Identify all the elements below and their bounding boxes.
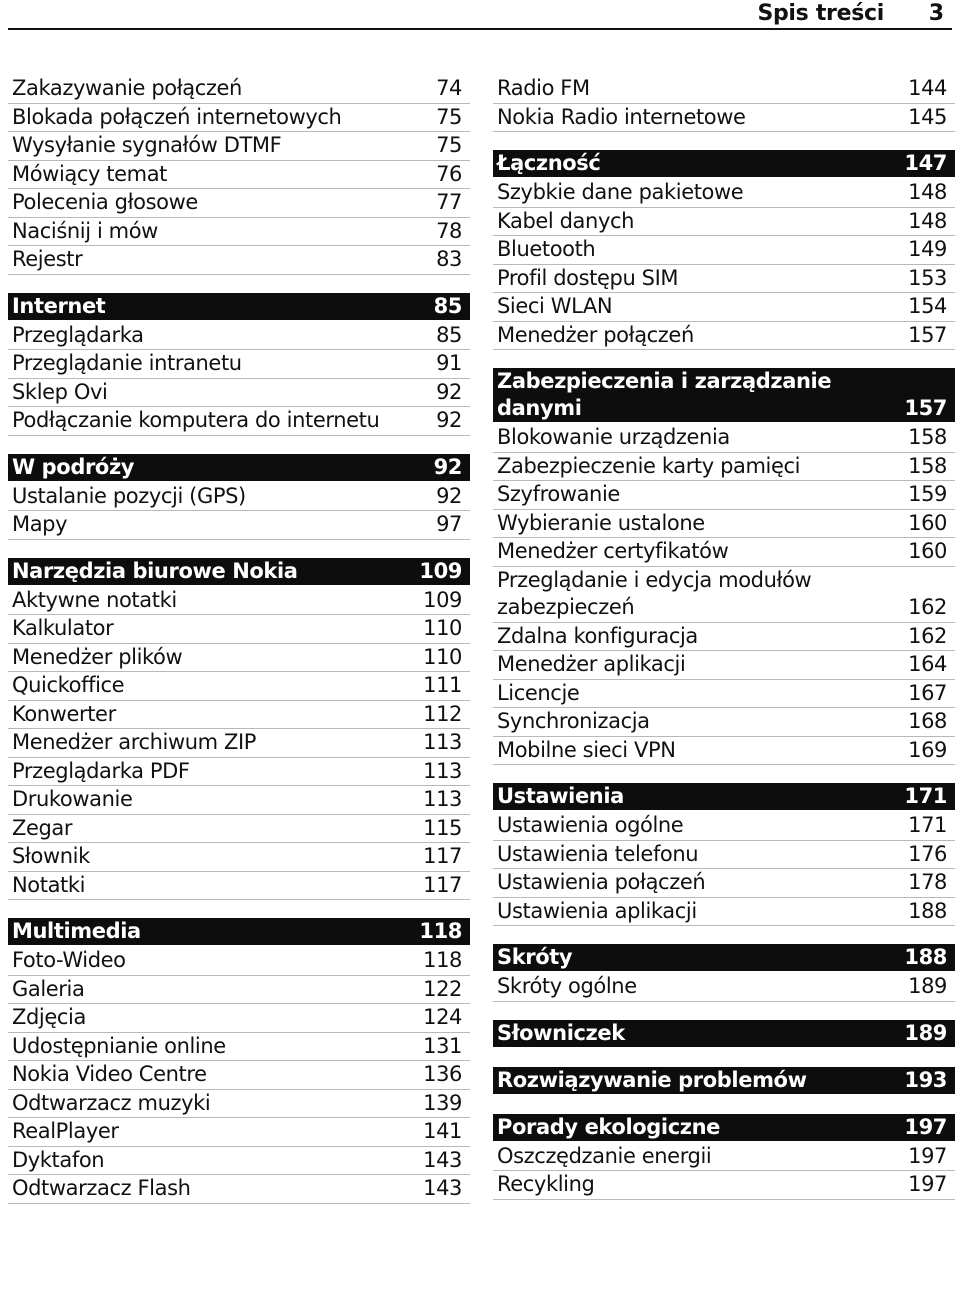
toc-entry-page-number: 160 bbox=[908, 510, 947, 535]
toc-entry[interactable] bbox=[8, 843, 470, 872]
toc-entry[interactable] bbox=[8, 672, 470, 701]
toc-entry[interactable] bbox=[493, 208, 955, 237]
toc-entry-page-number: 154 bbox=[908, 294, 947, 318]
section-heading[interactable] bbox=[493, 1067, 955, 1096]
section-heading-page-number: 189 bbox=[904, 1020, 947, 1045]
toc-entry-label: Wysyłanie sygnałów DTMF bbox=[12, 133, 282, 157]
toc-section bbox=[8, 918, 470, 1204]
toc-entry-label: Szybkie dane pakietowe bbox=[497, 180, 744, 204]
toc-entry-page-number: 143 bbox=[423, 1176, 462, 1200]
toc-entry-label: Menedżer plików bbox=[12, 644, 183, 669]
section-heading-page-number: 118 bbox=[419, 919, 462, 943]
toc-entry-label: Polecenia głosowe bbox=[12, 190, 198, 214]
toc-entry-page-number: 113 bbox=[423, 730, 462, 754]
toc-entry-label: Menedżer aplikacji bbox=[497, 652, 686, 676]
toc-entry-page-number: 158 bbox=[908, 425, 947, 449]
toc-entry-page-number: 117 bbox=[423, 844, 462, 868]
section-heading-label: Narzędzia biurowe Nokia bbox=[12, 558, 298, 583]
toc-entry-label: Synchronizacja bbox=[497, 709, 650, 733]
toc-entry-page-number: 197 bbox=[908, 1172, 947, 1196]
toc-entry-label: Aktywne notatki bbox=[12, 587, 177, 612]
toc-entry-page-number: 83 bbox=[436, 247, 462, 271]
section-heading-page-number: 157 bbox=[904, 396, 947, 420]
toc-section bbox=[493, 1067, 955, 1096]
toc-entry-page-number: 167 bbox=[908, 680, 947, 705]
toc-entry-label: Odtwarzacz Flash bbox=[12, 1176, 191, 1200]
toc-entry[interactable] bbox=[8, 1004, 470, 1033]
header-title: Spis treści bbox=[757, 1, 884, 26]
toc-entry-page-number: 113 bbox=[423, 787, 462, 811]
toc-entry-page-number: 136 bbox=[423, 1062, 462, 1086]
toc-entry-page-number: 109 bbox=[423, 587, 462, 612]
toc-entry-label: Przeglądanie intranetu bbox=[12, 351, 242, 375]
toc-entry-label: Mówiący temat bbox=[12, 161, 168, 186]
toc-section bbox=[493, 783, 955, 926]
toc-entry[interactable] bbox=[8, 511, 470, 540]
toc-entry[interactable] bbox=[8, 587, 470, 616]
toc-entry-page-number: 92 bbox=[436, 483, 462, 508]
toc-entry-label: Zakazywanie połączeń bbox=[12, 76, 242, 100]
toc-entry-label: Sklep Ovi bbox=[12, 379, 108, 404]
toc-entry-label: Ustalanie pozycji (GPS) bbox=[12, 483, 246, 508]
section-heading-label: W podróży bbox=[12, 454, 135, 479]
toc-entry-page-number: 97 bbox=[436, 512, 462, 536]
toc-entry[interactable] bbox=[8, 1175, 470, 1204]
toc-entry-page-number: 168 bbox=[908, 709, 947, 733]
section-heading[interactable] bbox=[8, 454, 470, 483]
toc-entry-label: Licencje bbox=[497, 680, 580, 705]
section-heading-page-number: 147 bbox=[904, 151, 947, 175]
toc-entry-label: Galeria bbox=[12, 976, 85, 1001]
toc-section bbox=[8, 293, 470, 436]
toc-entry-label: Szyfrowanie bbox=[497, 482, 620, 506]
toc-entry[interactable] bbox=[8, 75, 470, 104]
section-heading-label: Porady ekologiczne bbox=[497, 1114, 720, 1139]
toc-entry-page-number: 148 bbox=[908, 180, 947, 204]
toc-entry-label: Zabezpieczenie karty pamięci bbox=[497, 453, 801, 478]
toc-entry-page-number: 160 bbox=[908, 539, 947, 563]
toc-left-column bbox=[8, 75, 470, 1222]
toc-entry[interactable] bbox=[8, 701, 470, 730]
toc-entry-page-number: 117 bbox=[423, 872, 462, 897]
toc-entry-page-number: 176 bbox=[908, 841, 947, 866]
toc-entry-label: Zdjęcia bbox=[12, 1005, 86, 1029]
toc-entry[interactable] bbox=[8, 322, 470, 351]
toc-entry-label: Radio FM bbox=[497, 76, 590, 100]
toc-section bbox=[493, 150, 955, 350]
toc-entry[interactable] bbox=[8, 483, 470, 512]
toc-entry-label: Menedżer archiwum ZIP bbox=[12, 730, 257, 754]
toc-entry-page-number: 141 bbox=[423, 1119, 462, 1143]
toc-entry[interactable] bbox=[493, 812, 955, 841]
toc-entry-page-number: 164 bbox=[908, 652, 947, 676]
toc-entry[interactable] bbox=[8, 1061, 470, 1090]
toc-entry-page-number: 78 bbox=[436, 218, 462, 243]
toc-entry[interactable] bbox=[493, 453, 955, 482]
toc-entry[interactable] bbox=[493, 104, 955, 133]
section-heading-label: Słowniczek bbox=[497, 1020, 625, 1045]
toc-entry-label: Blokada połączeń internetowych bbox=[12, 104, 342, 129]
section-heading-label: Internet bbox=[12, 293, 106, 318]
toc-entry-page-number: 111 bbox=[423, 673, 462, 697]
toc-entry-page-number: 144 bbox=[908, 76, 947, 100]
toc-section bbox=[8, 75, 470, 275]
toc-entry[interactable] bbox=[493, 1143, 955, 1172]
section-heading[interactable] bbox=[493, 368, 955, 424]
toc-entry-label: Blokowanie urządzenia bbox=[497, 425, 730, 449]
toc-entry[interactable] bbox=[493, 179, 955, 208]
toc-entry-label: Ustawienia aplikacji bbox=[497, 898, 697, 923]
toc-entry-label: Odtwarzacz muzyki bbox=[12, 1090, 211, 1115]
toc-entry-page-number: 145 bbox=[908, 104, 947, 129]
toc-entry[interactable] bbox=[493, 322, 955, 351]
toc-entry-page-number: 171 bbox=[908, 813, 947, 837]
toc-entry-page-number: 189 bbox=[908, 974, 947, 998]
section-heading[interactable] bbox=[8, 293, 470, 322]
toc-entry-label: Nokia Radio internetowe bbox=[497, 104, 746, 129]
toc-entry[interactable] bbox=[493, 623, 955, 652]
toc-section bbox=[493, 75, 955, 132]
toc-entry-label: Ustawienia ogólne bbox=[497, 813, 684, 837]
toc-entry-page-number: 75 bbox=[436, 133, 462, 157]
toc-entry-page-number: 74 bbox=[436, 76, 462, 100]
toc-entry[interactable] bbox=[8, 407, 470, 436]
toc-entry-page-number: 91 bbox=[436, 351, 462, 375]
toc-entry-label: Zdalna konfiguracja bbox=[497, 623, 698, 648]
toc-entry-page-number: 118 bbox=[423, 948, 462, 972]
toc-entry-page-number: 124 bbox=[423, 1005, 462, 1029]
section-heading-page-number: 171 bbox=[904, 784, 947, 808]
toc-entry[interactable] bbox=[493, 293, 955, 322]
section-heading[interactable] bbox=[493, 150, 955, 179]
toc-entry[interactable] bbox=[8, 1118, 470, 1147]
toc-section bbox=[493, 1020, 955, 1049]
toc-entry-page-number: 75 bbox=[436, 104, 462, 129]
toc-entry[interactable] bbox=[8, 132, 470, 161]
section-heading-page-number: 85 bbox=[433, 293, 462, 318]
toc-entry[interactable] bbox=[493, 737, 955, 766]
section-heading[interactable] bbox=[8, 918, 470, 947]
toc-entry-label: Mobilne sieci VPN bbox=[497, 737, 676, 762]
toc-section bbox=[493, 944, 955, 1002]
section-heading-page-number: 193 bbox=[904, 1067, 947, 1092]
toc-entry[interactable] bbox=[8, 976, 470, 1005]
toc-entry-label: Recykling bbox=[497, 1172, 595, 1196]
toc-entry-label: Naciśnij i mów bbox=[12, 218, 158, 243]
toc-section bbox=[8, 454, 470, 540]
toc-entry-page-number: 92 bbox=[436, 408, 462, 432]
toc-entry-label: Konwerter bbox=[12, 701, 116, 726]
section-heading-page-number: 92 bbox=[433, 454, 462, 479]
toc-entry-label: Quickoffice bbox=[12, 673, 125, 697]
toc-entry[interactable] bbox=[493, 869, 955, 898]
toc-entry-label: Przeglądanie i edycja modułów zabezpieczeń bbox=[497, 567, 812, 619]
toc-entry-label: Bluetooth bbox=[497, 237, 596, 261]
toc-entry-page-number: 197 bbox=[908, 1143, 947, 1168]
page-header bbox=[8, 0, 952, 30]
toc-entry[interactable] bbox=[8, 947, 470, 976]
section-heading[interactable] bbox=[493, 1114, 955, 1143]
section-heading-label: Łączność bbox=[497, 151, 601, 175]
toc-entry-page-number: 162 bbox=[908, 623, 947, 648]
toc-entry-page-number: 159 bbox=[908, 482, 947, 506]
toc-entry-label: Foto-Wideo bbox=[12, 948, 126, 972]
toc-entry-label: Przeglądarka PDF bbox=[12, 758, 190, 783]
toc-entry-page-number: 131 bbox=[423, 1033, 462, 1058]
toc-entry-page-number: 92 bbox=[436, 379, 462, 404]
toc-entry-label: Wybieranie ustalone bbox=[497, 510, 705, 535]
toc-entry-label: Podłączanie komputera do internetu bbox=[12, 408, 380, 432]
toc-entry-page-number: 178 bbox=[908, 870, 947, 894]
section-heading-label: Zabezpieczenia i zarządzanie danymi bbox=[497, 369, 832, 420]
section-heading[interactable] bbox=[8, 558, 470, 587]
toc-entry[interactable] bbox=[493, 708, 955, 737]
section-heading[interactable] bbox=[493, 783, 955, 812]
toc-entry[interactable] bbox=[493, 898, 955, 927]
toc-entry-label: Sieci WLAN bbox=[497, 294, 613, 318]
section-heading-label: Rozwiązywanie problemów bbox=[497, 1067, 807, 1092]
toc-entry[interactable] bbox=[8, 189, 470, 218]
toc-entry[interactable] bbox=[8, 379, 470, 408]
header-page-number: 3 bbox=[928, 1, 944, 26]
toc-entry-label: Skróty ogólne bbox=[497, 974, 637, 998]
toc-entry-page-number: 162 bbox=[908, 595, 947, 619]
toc-entry-page-number: 157 bbox=[908, 322, 947, 347]
toc-entry-label: Udostępnianie online bbox=[12, 1033, 226, 1058]
toc-entry-label: Menedżer certyfikatów bbox=[497, 539, 729, 563]
toc-entry[interactable] bbox=[493, 1171, 955, 1200]
section-heading-page-number: 188 bbox=[904, 945, 947, 969]
toc-entry[interactable] bbox=[493, 481, 955, 510]
toc-entry-label: Profil dostępu SIM bbox=[497, 265, 679, 290]
toc-entry[interactable] bbox=[493, 538, 955, 567]
toc-entry-page-number: 139 bbox=[423, 1090, 462, 1115]
toc-entry[interactable] bbox=[493, 973, 955, 1002]
toc-entry[interactable] bbox=[8, 758, 470, 787]
toc-entry[interactable] bbox=[8, 615, 470, 644]
toc-entry-page-number: 169 bbox=[908, 737, 947, 762]
toc-entry[interactable] bbox=[8, 815, 470, 844]
toc-entry-page-number: 113 bbox=[423, 758, 462, 783]
toc-entry[interactable] bbox=[8, 729, 470, 758]
toc-entry-label: Zegar bbox=[12, 815, 73, 840]
toc-entry[interactable] bbox=[493, 680, 955, 709]
toc-section bbox=[493, 368, 955, 765]
toc-entry[interactable] bbox=[493, 651, 955, 680]
toc-entry[interactable] bbox=[8, 872, 470, 901]
toc-entry-page-number: 149 bbox=[908, 237, 947, 261]
section-heading-label: Multimedia bbox=[12, 919, 141, 943]
section-heading-label: Skróty bbox=[497, 945, 573, 969]
toc-entry-page-number: 122 bbox=[423, 976, 462, 1001]
toc-entry-page-number: 85 bbox=[436, 322, 462, 347]
toc-entry-page-number: 143 bbox=[423, 1147, 462, 1172]
toc-section bbox=[493, 1114, 955, 1200]
toc-entry-label: Menedżer połączeń bbox=[497, 322, 694, 347]
toc-entry[interactable] bbox=[8, 350, 470, 379]
toc-entry-page-number: 158 bbox=[908, 453, 947, 478]
toc-entry-label: Drukowanie bbox=[12, 787, 133, 811]
toc-entry[interactable] bbox=[8, 104, 470, 133]
toc-entry-label: Przeglądarka bbox=[12, 322, 144, 347]
section-heading[interactable] bbox=[493, 1020, 955, 1049]
toc-entry[interactable] bbox=[8, 644, 470, 673]
toc-entry-page-number: 188 bbox=[908, 898, 947, 923]
toc-entry[interactable] bbox=[493, 841, 955, 870]
section-heading-page-number: 109 bbox=[419, 558, 462, 583]
toc-entry-page-number: 115 bbox=[423, 815, 462, 840]
toc-entry-label: Słownik bbox=[12, 844, 90, 868]
toc-entry-label: Notatki bbox=[12, 872, 86, 897]
toc-entry-label: Kalkulator bbox=[12, 616, 114, 640]
toc-entry[interactable] bbox=[8, 1033, 470, 1062]
toc-entry-page-number: 112 bbox=[423, 701, 462, 726]
toc-entry-label: Dyktafon bbox=[12, 1147, 105, 1172]
toc-entry[interactable] bbox=[8, 1090, 470, 1119]
toc-entry[interactable] bbox=[493, 75, 955, 104]
toc-entry-label: Ustawienia telefonu bbox=[497, 841, 699, 866]
toc-entry-label: Ustawienia połączeń bbox=[497, 870, 706, 894]
toc-entry[interactable] bbox=[493, 236, 955, 265]
toc-entry[interactable] bbox=[8, 161, 470, 190]
toc-entry[interactable] bbox=[493, 510, 955, 539]
toc-entry-page-number: 153 bbox=[908, 265, 947, 290]
toc-entry[interactable] bbox=[493, 265, 955, 294]
section-heading-label: Ustawienia bbox=[497, 784, 624, 808]
toc-entry-label: Nokia Video Centre bbox=[12, 1062, 207, 1086]
toc-entry-page-number: 77 bbox=[436, 190, 462, 214]
toc-entry-page-number: 110 bbox=[423, 616, 462, 640]
toc-entry[interactable] bbox=[8, 246, 470, 275]
section-heading[interactable] bbox=[493, 944, 955, 973]
toc-entry-page-number: 110 bbox=[423, 644, 462, 669]
toc-entry-page-number: 76 bbox=[436, 161, 462, 186]
toc-section bbox=[8, 558, 470, 901]
toc-entry[interactable] bbox=[493, 424, 955, 453]
toc-entry-label: RealPlayer bbox=[12, 1119, 119, 1143]
toc-entry-label: Mapy bbox=[12, 512, 68, 536]
toc-right-column bbox=[493, 75, 955, 1218]
toc-entry-label: Rejestr bbox=[12, 247, 83, 271]
toc-entry-page-number: 148 bbox=[908, 208, 947, 233]
toc-entry[interactable] bbox=[8, 1147, 470, 1176]
toc-entry[interactable] bbox=[8, 218, 470, 247]
toc-entry[interactable] bbox=[493, 567, 955, 623]
section-heading-page-number: 197 bbox=[904, 1114, 947, 1139]
toc-entry-label: Oszczędzanie energii bbox=[497, 1143, 712, 1168]
toc-entry[interactable] bbox=[8, 786, 470, 815]
toc-entry-label: Kabel danych bbox=[497, 208, 635, 233]
